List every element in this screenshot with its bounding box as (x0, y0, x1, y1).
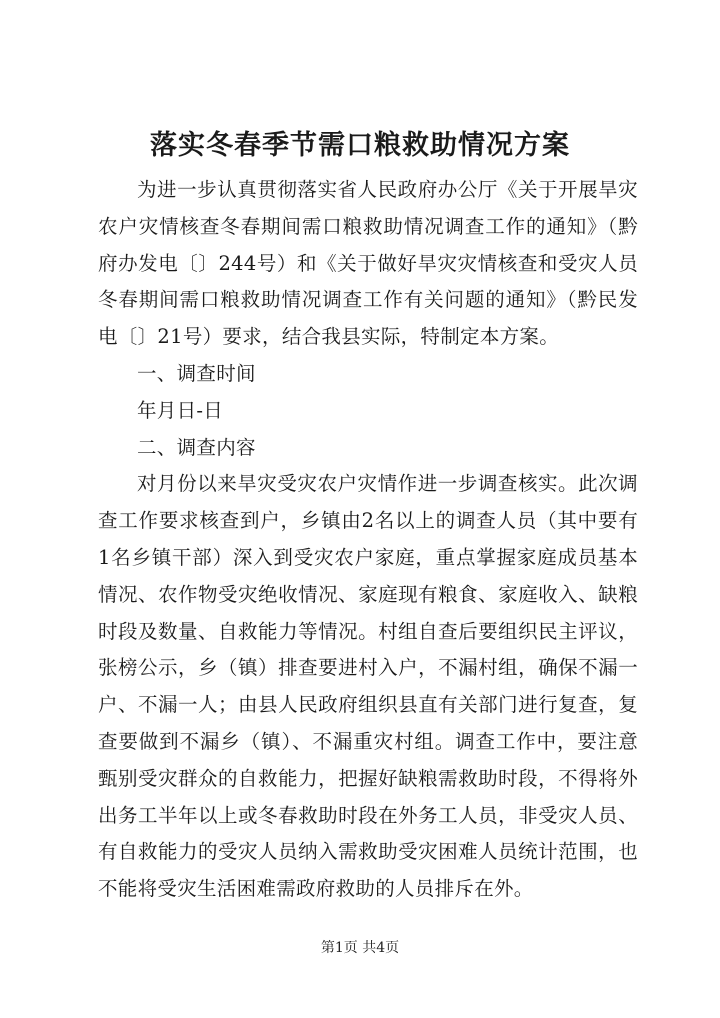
survey-time-value: 年月日-日 (137, 398, 224, 422)
intro-paragraph: 为进一步认真贯彻落实省人民政府办公厅《关于开展旱灾农户灾情核查冬春期间需口粮救助情况调查工作的通知》（黔府办发电〔〕244号）和《关于做好旱灾灾情核查和受灾人员冬春期间需口粮救助情况调查工作有关问题的通知》（黔民发电〔〕21号）要求，结合我县实际，特制定本方案。 (98, 178, 638, 349)
section-heading-survey-time: 一、调查时间 (137, 361, 256, 385)
document-body (98, 172, 638, 908)
document-title: 落实冬春季节需口粮救助情况方案 (150, 130, 570, 161)
section-heading-survey-content: 二、调查内容 (137, 435, 256, 459)
page-footer: 第1页 共4页 (320, 940, 400, 956)
survey-content-paragraph: 对月份以来旱灾受灾农户灾情作进一步调查核实。此次调查工作要求核查到户，乡镇由2名以上的调查人员（其中要有1名乡镇干部）深入到受灾农户家庭，重点掌握家庭成员基本情况、农作物受灾绝收情况、家庭现有粮食、家庭收入、缺粮时段及数量、自救能力等情况。村组自查后要组织民主评议，张榜公示，乡（镇）排查要进村入户，不漏村组，确保不漏一户、不漏一人；由县人民政府组织县直有关部门进行复查，复查要做到不漏乡（镇）、不漏重灾村组。调查工作中，要注意甄别受灾群众的自救能力，把握好缺粮需救助时段，不得将外出务工半年以上或冬春救助时段在外务工人员，非受灾人员、有自救能力的受灾人员纳入需救助受灾困难人员统计范围，也不能将受灾生活困难需政府救助的人员排斥在外。 (98, 472, 638, 901)
